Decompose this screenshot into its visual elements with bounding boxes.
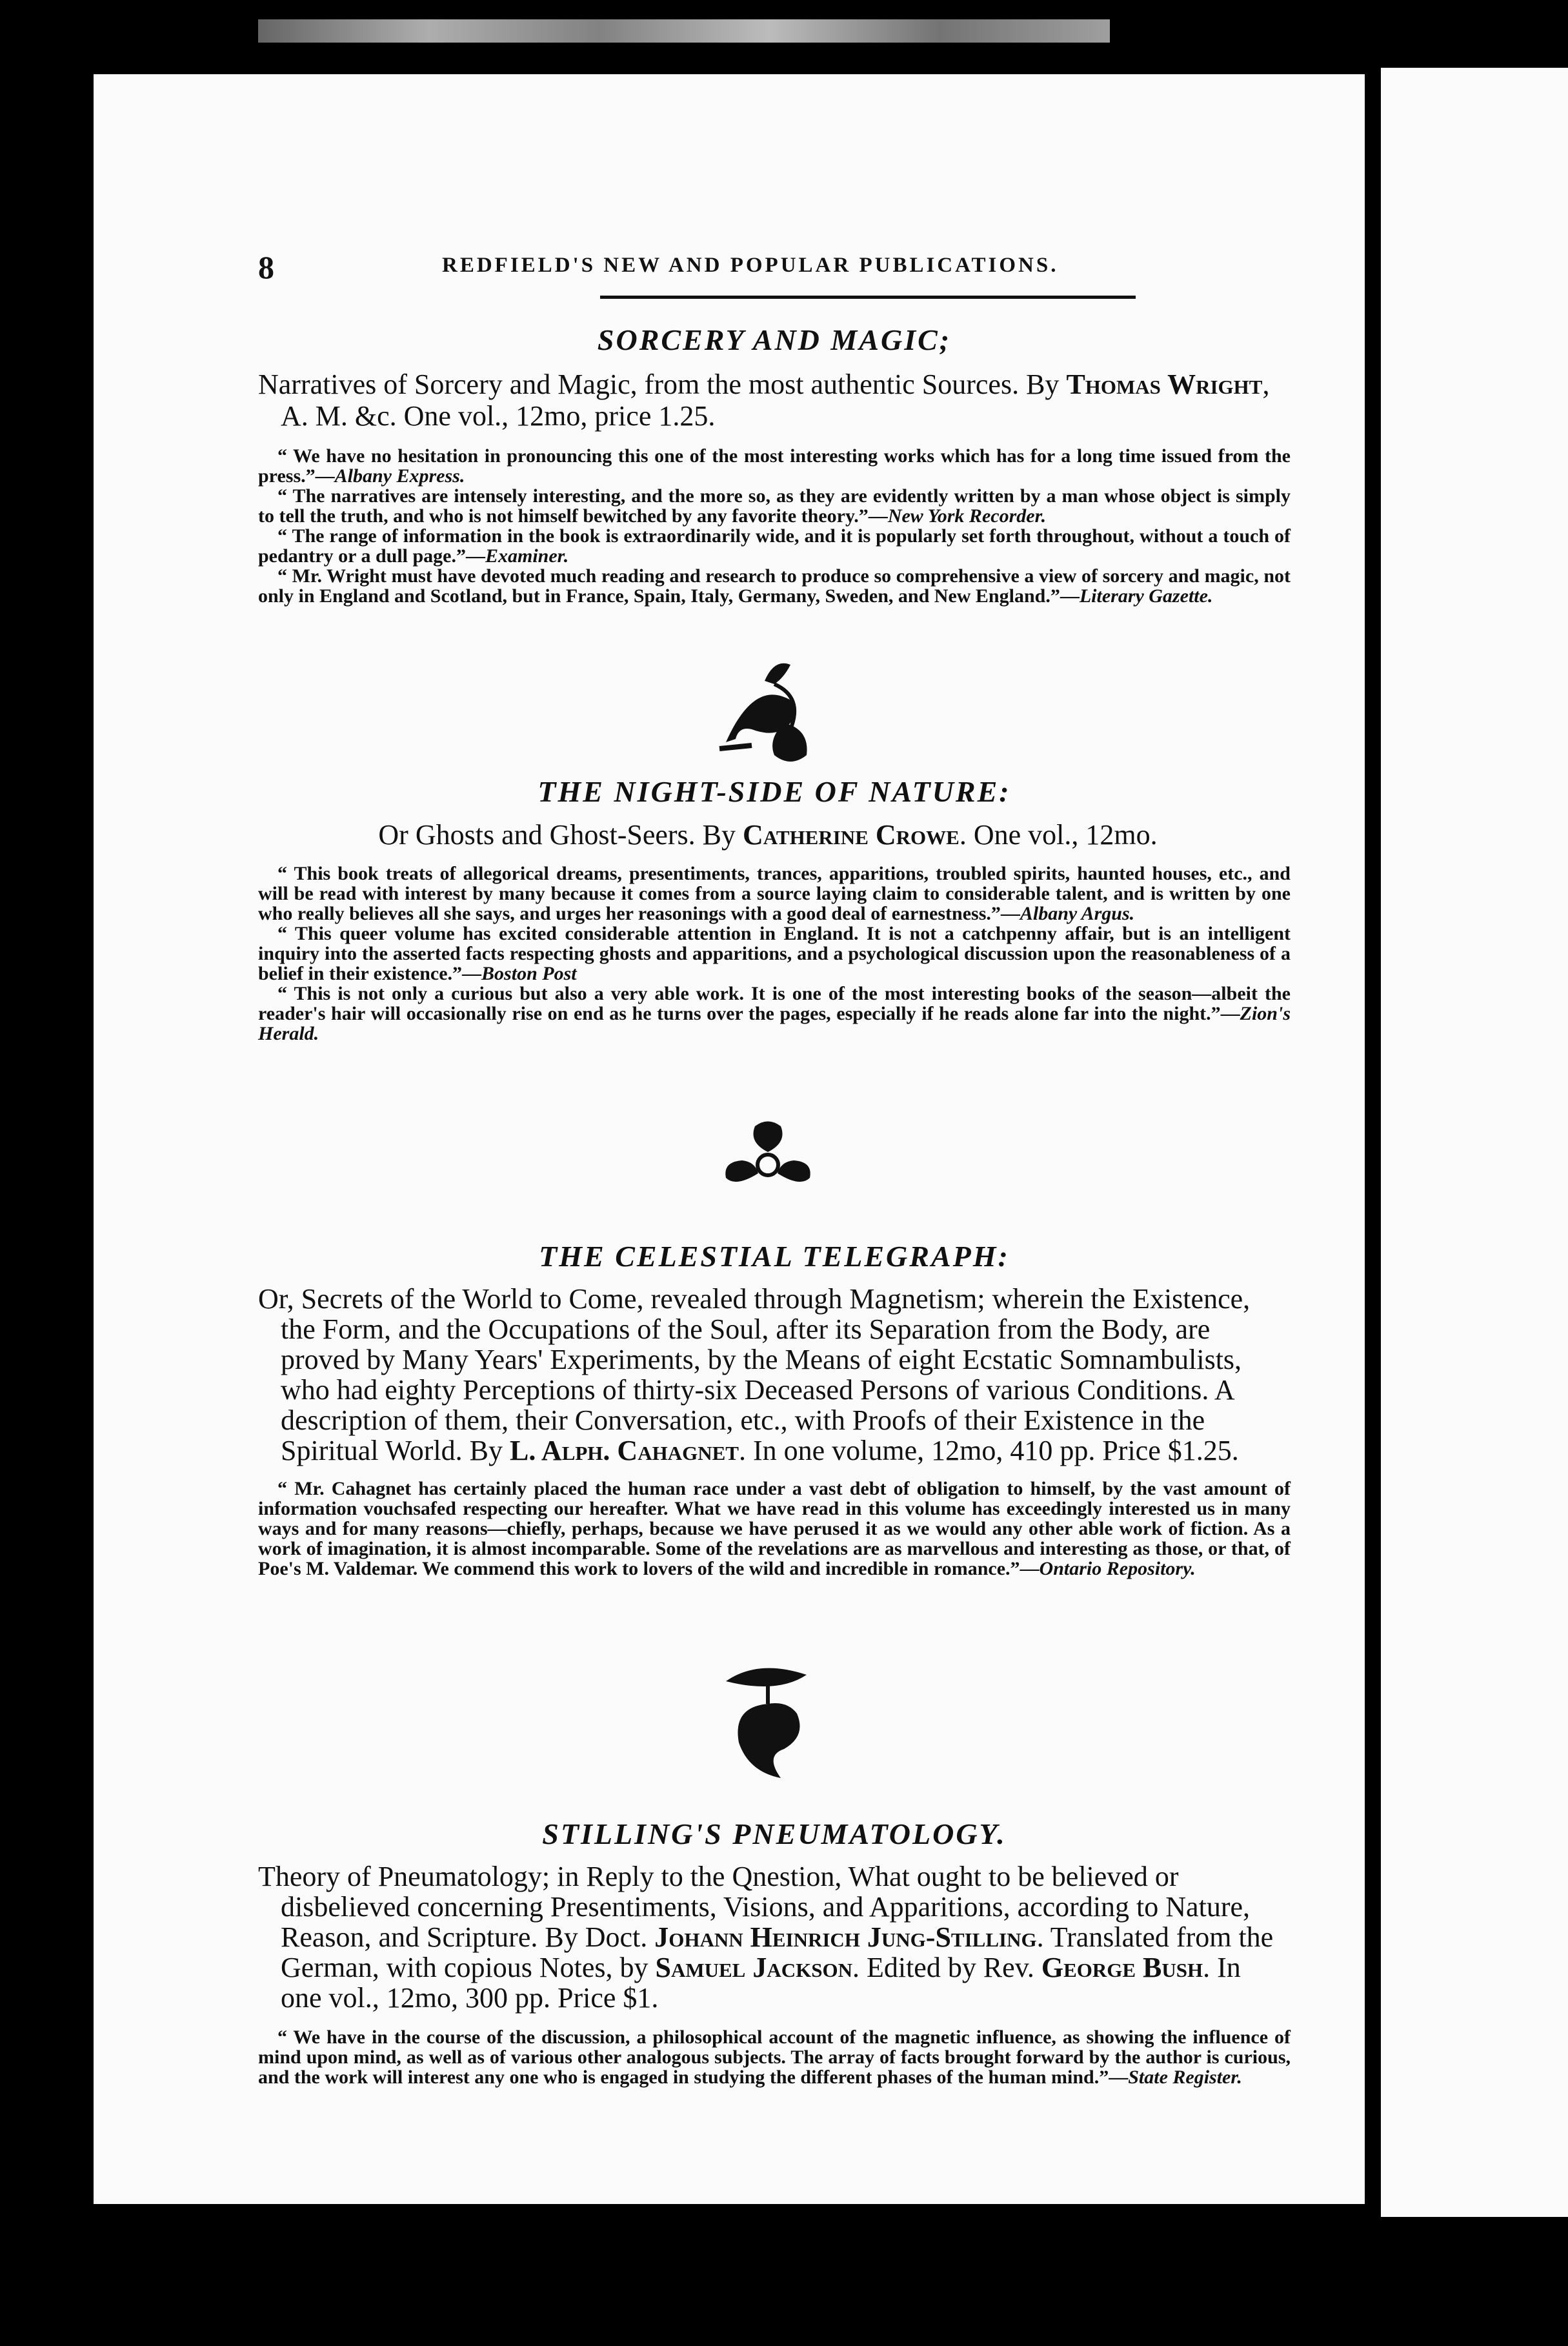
review-quotes [258,446,1291,606]
review-quote: “ The narratives are intensely interesting, and the more so, as they are evidently written by a man whose object is simply to tell the truth, and who is not himself bewitched by any favorite theory.”—New York Recorder. [258,485,1291,527]
review-quote: “ The range of information in the book is extraordinarily wide, and it is popularly set forth throughout, without a touch of pedantry or a dull page.”—Examiner. [258,525,1291,567]
book-entry-pneumatology [258,1817,1291,2087]
entry-title: STILLING'S PNEUMATOLOGY. [542,1817,1007,1850]
header-rule [600,296,1136,299]
review-quote: “ Mr. Cahagnet has certainly placed the human race under a vast debt of obligation to himself, by the vast amount of information vouchsafed respecting our hereafter. What we have read in this volume has exceedingly interested us in many ways and for many reasons—chiefly, perhaps, because we have perused it as we would any other able work of fiction. As a work of imagination, it is almost incomparable. Some of the revelations are as marvellous and interesting as those, or that, of Poe's M. Valdemar. We commend this work to lovers of the wild and incredible in romance.”—Ontario Repository. [258,1478,1291,1579]
entry-title: SORCERY AND MAGIC; [597,323,952,356]
entry-description: Theory of Pneumatology; in Reply to the Qnestion, What ought to be believed or disbelieved concerning Presentiments, Visions, and Apparitions, according to Nature, Reason, and Scripture. By Doct. Johann Heinrich Jung-Stilling. Translated from the German, with copious Notes, by Samuel Jackson. Edited by Rev. George Bush. In one vol., 12mo, 300 pp. Price $1. [258,1861,1274,2014]
running-title: REDFIELD'S NEW AND POPULAR PUBLICATIONS. [442,254,1059,277]
review-quote: “ This queer volume has excited considerable attention in England. It is not a catchpenny affair, but is an intelligent inquiry into the asserted facts respecting ghosts and apparitions, and a psychological discussion upon the reasonableness of a belief in their existence.”—Boston Post [258,923,1291,984]
review-quote: “ We have in the course of the discussion, a philosophical account of the magnetic influence, as showing the influence of mind upon mind, as well as of various other analogous subjects. The array of facts brought forward by the author is curious, and the work will interest any one who is engaged in studying the different phases of the human mind.”—State Register. [258,2027,1291,2088]
fruit-leaf-ornament-icon [719,1659,816,1788]
trefoil-ornament-icon [710,1117,826,1213]
review-quote: “ We have no hesitation in pronouncing this one of the most interesting works which has for a long time issued from the press.”—Albany Express. [258,445,1291,487]
review-quotes [258,2027,1291,2087]
page-header [258,248,1291,287]
entry-description: Or Ghosts and Ghost-Seers. By Catherine Crowe. One vol., 12mo. [378,819,1158,851]
facing-page-edge [1381,68,1568,2217]
review-quotes [258,1479,1291,1579]
entry-title: THE NIGHT-SIDE OF NATURE: [538,775,1011,808]
review-quote: “ This is not only a curious but also a very able work. It is one of the most interesting books of the season—albeit the reader's hair will occasionally rise on end as he turns over the pages, especially if he reads alone far into the night.”—Zion's Herald. [258,983,1291,1044]
review-quote: “ This book treats of allegorical dreams, presentiments, trances, apparitions, troubled spirits, haunted houses, etc., and will be read with interest by many because it comes from a source laying claim to considerable talent, and is written by one who really believes all she says, and urges her reasonings with a good deal of earnestness.”—Albany Argus. [258,863,1291,924]
review-quote: “ Mr. Wright must have devoted much reading and research to produce so comprehensive a view of sorcery and magic, not only in England and Scotland, but in France, Spain, Italy, Germany, Sweden, and New England.”—Literary Gazette. [258,565,1291,607]
entry-title: THE CELESTIAL TELEGRAPH: [539,1240,1010,1273]
scan-edge [258,19,1110,43]
review-quotes [258,864,1291,1044]
vine-flower-ornament-icon [713,658,823,768]
page-number: 8 [258,249,274,285]
book-entry-night-side [258,774,1291,1044]
entry-description: Narratives of Sorcery and Magic, from the most authentic Sources. By Thomas Wright, A. M. &c. One vol., 12mo, price 1.25. [258,369,1270,432]
book-page [94,74,1365,2204]
book-entry-celestial-telegraph [258,1239,1291,1579]
entry-description: Or, Secrets of the World to Come, revealed through Magnetism; wherein the Existence, the Form, and the Occupations of the Soul, after its Separation from the Body, are proved by Many Years' Experiments, by the Means of eight Ecstatic Somnambulists, who had eighty Perceptions of thirty-six Deceased Persons of various Conditions. A description of them, their Conversation, etc., with Proofs of their Existence in the Spiritual World. By L. Alph. Cahagnet. In one volume, 12mo, 410 pp. Price $1.25. [258,1283,1251,1466]
book-entry-sorcery [258,323,1291,606]
